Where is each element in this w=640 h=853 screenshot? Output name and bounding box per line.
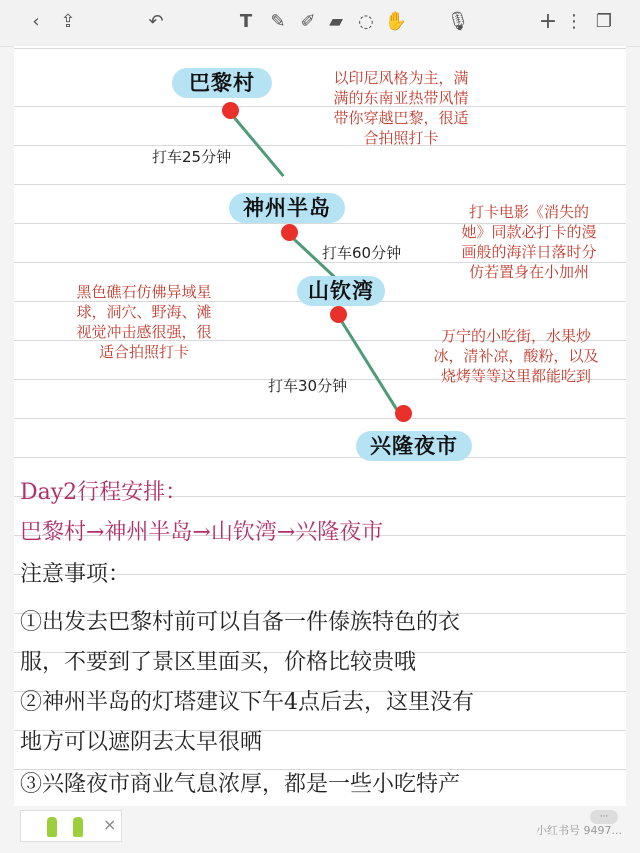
eraser-icon[interactable]: ▰	[329, 11, 343, 32]
notice-item-line: ②神州半岛的灯塔建议下午4点后去，这里没有	[20, 690, 474, 715]
lasso-icon[interactable]: ◌	[358, 11, 374, 32]
notice-item-line: 服，不要到了景区里面买，价格比较贵哦	[20, 650, 417, 675]
notice-title: 注意事项：	[20, 562, 131, 587]
add-icon[interactable]: +	[538, 9, 558, 34]
pen-tray[interactable]	[20, 810, 122, 842]
note-bali: 以印尼风格为主，满 满的东南亚热带风情 带你穿越巴黎，很适 合拍照打卡	[333, 69, 469, 147]
day2-heading: Day2行程安排：	[20, 480, 188, 505]
hand-icon[interactable]: ✋	[384, 11, 408, 32]
note-shanqin: 黑色礁石仿佛异域星 球，洞穴、野海、滩 视觉冲击感很强，很 适合拍照打卡	[76, 283, 212, 361]
back-icon[interactable]: ‹	[32, 11, 40, 32]
stop-shenzhou-peninsula: 神州半岛	[229, 193, 345, 223]
tray-toggle-icon[interactable]: ···	[590, 810, 618, 824]
watermark: 小红书号 9497...	[536, 824, 622, 837]
stop-shanqin-bay: 山钦湾	[297, 276, 385, 306]
route-dot	[281, 224, 298, 241]
ride-time-label: 打车60分钟	[322, 244, 402, 262]
note-xinglong: 万宁的小吃街，水果炒 冰，清补凉，酸粉，以及 烧烤等等这里都能吃到	[433, 327, 599, 385]
bottom-bar	[0, 806, 640, 853]
pen-icon[interactable]	[73, 817, 83, 837]
stop-bali-village: 巴黎村	[172, 68, 272, 98]
route-dot	[330, 306, 347, 323]
notice-item-line: ①出发去巴黎村前可以自备一件傣族特色的衣	[20, 610, 461, 635]
note-shenzhou: 打卡电影《消失的 她》同款必打卡的漫 画般的海洋日落时分 仿若置身在小加州	[461, 203, 597, 281]
undo-icon[interactable]: ↶	[148, 11, 164, 32]
text-tool-icon[interactable]: T	[239, 11, 253, 32]
ride-time-label: 打车30分钟	[268, 377, 348, 395]
stop-xinglong-night-market: 兴隆夜市	[356, 431, 472, 461]
more-icon[interactable]: ⋮	[565, 11, 583, 32]
share-icon[interactable]: ⇪	[60, 11, 76, 32]
route-summary: 巴黎村→神州半岛→山钦湾→兴隆夜市	[20, 520, 384, 545]
pages-icon[interactable]: ❐	[595, 11, 613, 32]
toolbar	[0, 0, 640, 47]
ride-time-label: 打车25分钟	[152, 148, 232, 166]
pen-icon[interactable]	[47, 817, 57, 837]
highlighter-icon[interactable]: ✐	[300, 11, 316, 32]
close-icon[interactable]: ×	[103, 815, 117, 834]
notice-item-line: ③兴隆夜市商业气息浓厚，都是一些小吃特产	[20, 772, 461, 797]
route-dot	[395, 405, 412, 422]
notice-item-line: 地方可以遮阴去太早很晒	[20, 730, 263, 755]
route-dot	[222, 102, 239, 119]
pen-icon[interactable]: ✎	[270, 11, 286, 32]
mic-icon[interactable]: 🎙	[446, 11, 470, 32]
